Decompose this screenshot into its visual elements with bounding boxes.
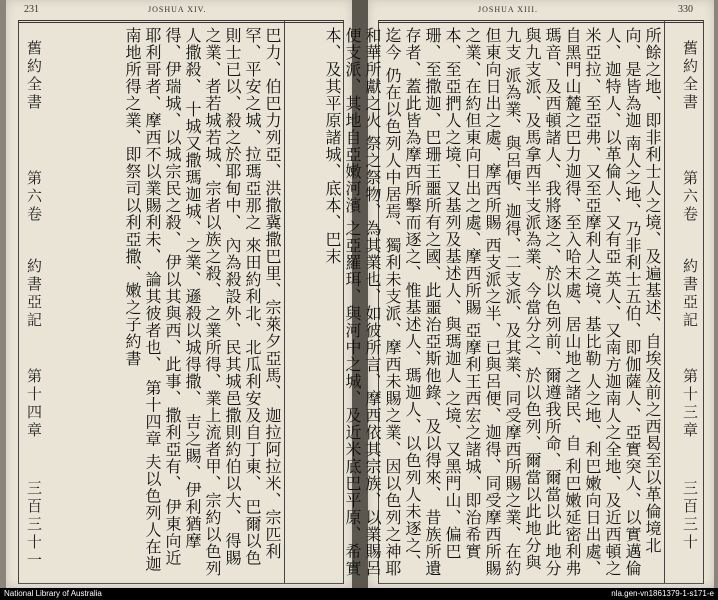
text-column: 巴爾以色則士已以、殺之於耶甸中、 bbox=[223, 27, 262, 567]
text-column: 吉之賜、伊利猶摩得、伊瑞城、以城宗民之殺、 bbox=[163, 27, 202, 550]
right-page bbox=[323, 0, 714, 588]
text-column: 十城又撒瑪迦城、之業、遜殺以城得撒、 bbox=[183, 101, 202, 408]
text-column: 伊東向近耶利哥者、摩西不以業賜利未、 bbox=[143, 27, 182, 567]
right-header bbox=[368, 2, 714, 18]
left-bottom-rule bbox=[18, 583, 343, 584]
text-column: 之業所得、業上流者甲、宗約以色列人撒殺、 bbox=[183, 27, 222, 578]
right-margin-rule bbox=[703, 20, 704, 584]
right-page-number: 330 bbox=[678, 4, 693, 15]
text-column: 迦拉阿拉米、宗匹利罕、平安之城、拉瑪亞那之 bbox=[243, 27, 282, 561]
footer-source: National Library of Australia bbox=[4, 589, 102, 598]
left-top-rule bbox=[18, 20, 343, 21]
footer-bar bbox=[0, 588, 718, 600]
right-leaf-number: 三百三十 bbox=[681, 480, 699, 552]
text-column: 英人、又南方迦南人之全地、及近西頓之米亞拉、至亞弗、又至亞摩利人之境、基比勒 bbox=[583, 27, 622, 578]
left-text-block bbox=[46, 27, 282, 578]
left-book-title: 舊約全書 bbox=[25, 40, 43, 112]
right-top-rule bbox=[378, 20, 703, 21]
right-text-block bbox=[323, 27, 662, 578]
text-column: 南人之地、乃非利士五伯、即伽薩人、亞實突人、以實邁倫人、迦特人、以革倫人、又有亞 bbox=[603, 27, 642, 578]
right-volume-label: 第六卷 bbox=[681, 170, 699, 224]
text-column: 派為業、與呂便、迦得、二支派、及其業、同受摩西所賜之業、在約但東向日出之處、摩西所賜 bbox=[483, 27, 522, 578]
text-column: 人之地、利巴嫩向日出處、自黑門山麓之巴力迦得、至入哈末處、居山地之諸民、自 bbox=[563, 27, 602, 578]
right-top-rule-2 bbox=[378, 22, 703, 23]
right-bottom-rule bbox=[378, 583, 703, 584]
right-book-title: 舊約全書 bbox=[681, 40, 699, 112]
left-volume-label: 第六卷 bbox=[25, 170, 43, 224]
text-column: 伊以其與西、此事、撒利亞有、 bbox=[163, 254, 182, 493]
left-header bbox=[6, 2, 352, 18]
text-column: 西支派之半、已與呂便、迦得、同受摩西所賜之業、在約但東向日出之處、摩西所賜 bbox=[463, 27, 502, 578]
text-column: 利巴嫩延密利弗瑪音、及西頓諸人、我將逐之、於以色列前、爾遵我所命、爾當以此 bbox=[543, 27, 582, 578]
text-column: 祭之祭物、為其業也、如彼所言、摩西依其宗族、以業賜呂便支派、其地自亞嫩河濱 bbox=[343, 27, 382, 578]
text-column: 昔族所遺存者、蓋此皆為摩西所擊而逐之、惟基述人、瑪迦人、以色列人未逐之、迄今 bbox=[383, 27, 442, 578]
text-column: 第十四章 夫以色列人在迦南地所得之業、即祭司以利亞撒、嫩之子約書 bbox=[123, 27, 162, 573]
right-running-title: JOSHUA XIII. bbox=[478, 5, 538, 14]
text-column: 地分與九支派、及馬拿西半支派為業、今當分之、於以色列、爾當以此地分與九支 bbox=[503, 27, 562, 578]
left-page-number: 231 bbox=[24, 4, 39, 15]
text-column: 之亞羅珥、與河中之城、及近米底巴平原、希實本、及其平原諸城、底本、巴末 bbox=[323, 27, 362, 578]
right-chapter-label: 第十三章 bbox=[681, 368, 699, 440]
text-column: 來田約利北、北瓜利安及自丁東、 bbox=[243, 237, 262, 493]
text-column: 巴力、伯巴力列亞、洪撒冀撒巴里、宗萊夕亞馬、 bbox=[263, 27, 282, 401]
text-column: 之境、又黑門山、偏巴珊、至撒迦、巴珊王噩所有之國、此噩治亞斯他錄、及以得來、 bbox=[423, 27, 462, 561]
left-text-rule bbox=[284, 20, 285, 584]
text-column: 內為殺設外、民其城邑撒則約伯以大、 bbox=[223, 237, 242, 527]
text-column: 亞摩利王西宏之諸城、即治希實本、至亞捫人之境、又基列及基述人、與瑪迦人 bbox=[443, 27, 482, 561]
text-column: 所餘之地、即非利士人之境、及遍基述、自埃及前之西曷至以革倫境北向、是皆為迦 bbox=[623, 27, 662, 554]
left-chapter-label: 第十四章 bbox=[25, 368, 43, 440]
left-book-name: 約書亞記 bbox=[25, 258, 43, 330]
footer-identifier: nla.gen-vn1861379-1-s171-e bbox=[611, 589, 714, 598]
left-top-rule-2 bbox=[18, 22, 343, 23]
text-column: 論其彼者也、 bbox=[143, 271, 162, 374]
left-leaf-number: 三百三十一 bbox=[25, 480, 43, 570]
left-running-title: JOSHUA XIV. bbox=[148, 5, 207, 14]
left-margin-rule bbox=[18, 20, 19, 584]
right-book-name: 約書亞記 bbox=[681, 258, 699, 330]
right-text-rule bbox=[664, 20, 665, 584]
text-column: 得賜之業、者若城若城、宗者以族之殺、 bbox=[203, 27, 242, 567]
left-page bbox=[6, 0, 352, 588]
text-column: 仍在以色列人中居焉、獨利未支派、摩西未賜之業、因以色列之神耶和華所獻之火 bbox=[363, 27, 402, 578]
